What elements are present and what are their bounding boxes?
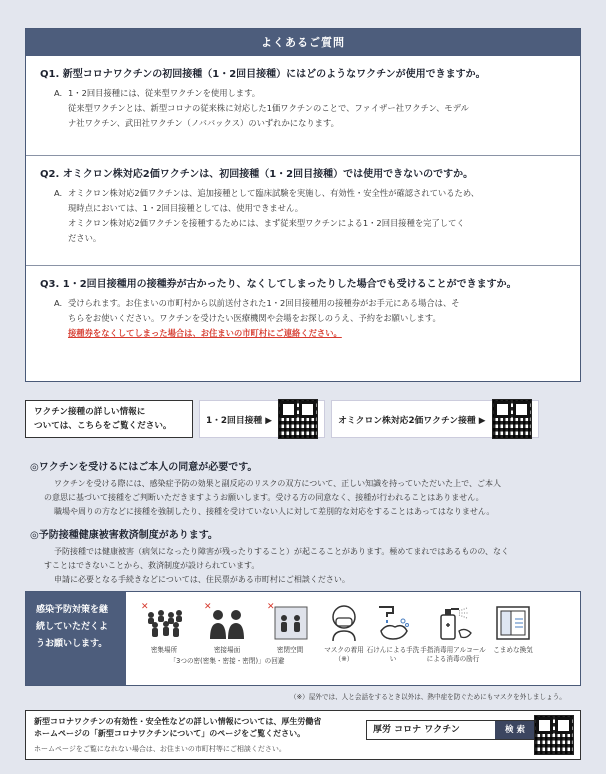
faq-item-2 (26, 156, 580, 266)
sanitizer-icon (420, 600, 486, 644)
closed-space-icon (259, 600, 322, 644)
answer-1 (40, 86, 566, 131)
answer-line: 受けられます。お住まいの市町村から以前送付された1・2回目接種用の接種券がお手元にある場合は、そ (68, 298, 460, 308)
link-omicron-vaccination[interactable] (331, 400, 538, 438)
search-button[interactable]: 検 索 (495, 721, 535, 739)
measure-handwash (366, 600, 420, 685)
link-initial-vaccination[interactable] (199, 400, 325, 438)
answer-line: ナ社ワクチン、武田社ワクチン（ノババックス）のいずれかになります。 (68, 118, 339, 128)
relief-title: ◎予防接種健康被害救済制度があります。 (30, 530, 218, 541)
link-omicron-label: オミクロン株対応2価ワクチン接種 ▶ (338, 415, 486, 426)
question-2: Q2. オミクロン株対応2価ワクチンは、初回接種（1・2回目接種）では使用できないのですか。 (40, 169, 474, 180)
svg-text:✕: ✕ (267, 602, 275, 612)
measures-label: 感染予防対策を継続していただくようお願いします。 (26, 592, 126, 685)
relief-section (30, 526, 582, 587)
consent-line: ワクチンを受ける際には、感染症予防の効果と副反応のリスクの双方について、正しい知識を持っていただいた上で、ご本人 (54, 479, 501, 488)
mhlw-info-text (34, 716, 364, 740)
consent-section (30, 458, 582, 519)
relief-line: すことはできないことから、救済制度が設けられています。 (44, 561, 260, 570)
measure-close-contact (196, 600, 259, 655)
search-input[interactable]: 厚労 コロナ ワクチン (373, 725, 460, 735)
measure-crowd (133, 600, 196, 655)
answer-mark: A. (54, 298, 63, 308)
qr-code-icon[interactable] (534, 715, 574, 755)
window-icon (486, 600, 540, 644)
question-3: Q3. 1・2回目接種用の接種券が古かったり、なくしてしまったりした場合でも受けることができますか。 (40, 279, 517, 290)
mhlw-info-box (25, 710, 581, 760)
answer-warning: 接種券をなくしてしまった場合は、お住まいの市町村にご連絡ください。 (68, 328, 342, 338)
answer-line: 1・2回目接種には、従来型ワクチンを使用します。 (68, 88, 261, 98)
mhlw-sub-text: ホームページをご覧になれない場合は、お住まいの市町村等にご相談ください。 (34, 745, 286, 753)
answer-mark: A. (54, 88, 63, 98)
question-1: Q1. 新型コロナワクチンの初回接種（1・2回目接種）にはどのようなワクチンが使用できますか。 (40, 69, 486, 80)
answer-line: 現時点においては、1・2回目接種としては、使用できません。 (68, 203, 304, 213)
relief-line: 申請に必要となる手続きなどについては、住民票がある市町村にご相談ください。 (54, 575, 350, 584)
answer-line: オミクロン株対応2価ワクチンを接種するためには、まず従来型ワクチンによる1・2回目接種を完了してく (68, 218, 465, 228)
close-contact-icon (196, 600, 259, 644)
measure-caption: 密集場所 (150, 646, 178, 654)
three-c-caption: 「3つの密(密集・密接・密閉)」の回避 (169, 657, 285, 665)
faq-item-1 (26, 56, 580, 156)
consent-title: ◎ワクチンを受けるにはご本人の同意が必要です。 (30, 462, 258, 473)
measure-ventilation (486, 600, 540, 685)
svg-text:✕: ✕ (141, 602, 149, 612)
links-intro-line: ワクチン接種の詳しい情報に (34, 407, 146, 417)
relief-line: 予防接種では健康被害（病気になったり障害が残ったりすること）が起こることがあります。極めてまれではあるものの、なく (54, 547, 510, 556)
measure-caption: 密接場面 (213, 646, 241, 654)
faq-title: よくあるご質問 (26, 29, 580, 56)
mhlw-info-line: 新型コロナワクチンの有効性・安全性などの詳しい情報については、厚生労働省 (34, 717, 322, 726)
answer-line: 従来型ワクチンとは、新型コロナの従来株に対応した1価ワクチンのことで、ファイザー社ワクチン、モデル (68, 103, 469, 113)
measure-caption: 密閉空間 (276, 646, 304, 654)
info-links (25, 396, 581, 442)
mask-icon (322, 600, 366, 644)
measure-mask (322, 600, 366, 685)
measure-sanitizer (420, 600, 486, 685)
consent-line: 職場や周りの方などに接種を強制したり、接種を受けていない人に対して差別的な対応をすることはあってはなりません。 (54, 507, 495, 516)
measure-caption: 石けんによる手洗い (366, 646, 420, 663)
consent-line: の意思に基づいて接種をご判断いただきますようお願いします。受ける方の同意なく、接種が行われることはありません。 (44, 493, 484, 502)
measure-caption: こまめな換気 (493, 646, 533, 654)
search-box[interactable] (366, 720, 536, 740)
faq-item-3 (26, 266, 580, 382)
measure-caption: マスクの着用（※） (324, 646, 364, 663)
prevention-measures (25, 591, 581, 686)
measure-caption: 手指消毒用アルコールによる消毒の励行 (420, 646, 486, 663)
qr-code-icon[interactable] (492, 399, 532, 439)
links-intro-line: ついては、こちらをご覧ください。 (34, 421, 172, 431)
answer-line: ちらをお使いください。ワクチンを受けたい医療機関や会場をお探しのうえ、予約をお願いします。 (68, 313, 441, 323)
link-initial-label: 1・2回目接種 ▶ (206, 415, 273, 426)
svg-text:✕: ✕ (204, 602, 212, 612)
answer-mark: A. (54, 188, 63, 198)
faq-panel (25, 28, 581, 382)
qr-code-icon[interactable] (278, 399, 318, 439)
crowd-icon (133, 600, 196, 644)
mhlw-info-line: ホームページの「新型コロナワクチンについて」のページをご覧ください。 (34, 729, 306, 738)
answer-3 (40, 296, 566, 341)
answer-2 (40, 186, 566, 246)
measure-closed-space (259, 600, 322, 655)
answer-line: ださい。 (68, 233, 102, 243)
answer-line: オミクロン株対応2価ワクチンは、追加接種として臨床試験を実施し、有効性・安全性が確認されているため、 (68, 188, 480, 198)
mask-footnote: （※）屋外では、人と会話をするとき以外は、熱中症を防ぐためにもマスクを外しましょう。 (290, 693, 566, 701)
links-intro (25, 400, 193, 438)
handwash-icon (366, 600, 420, 644)
